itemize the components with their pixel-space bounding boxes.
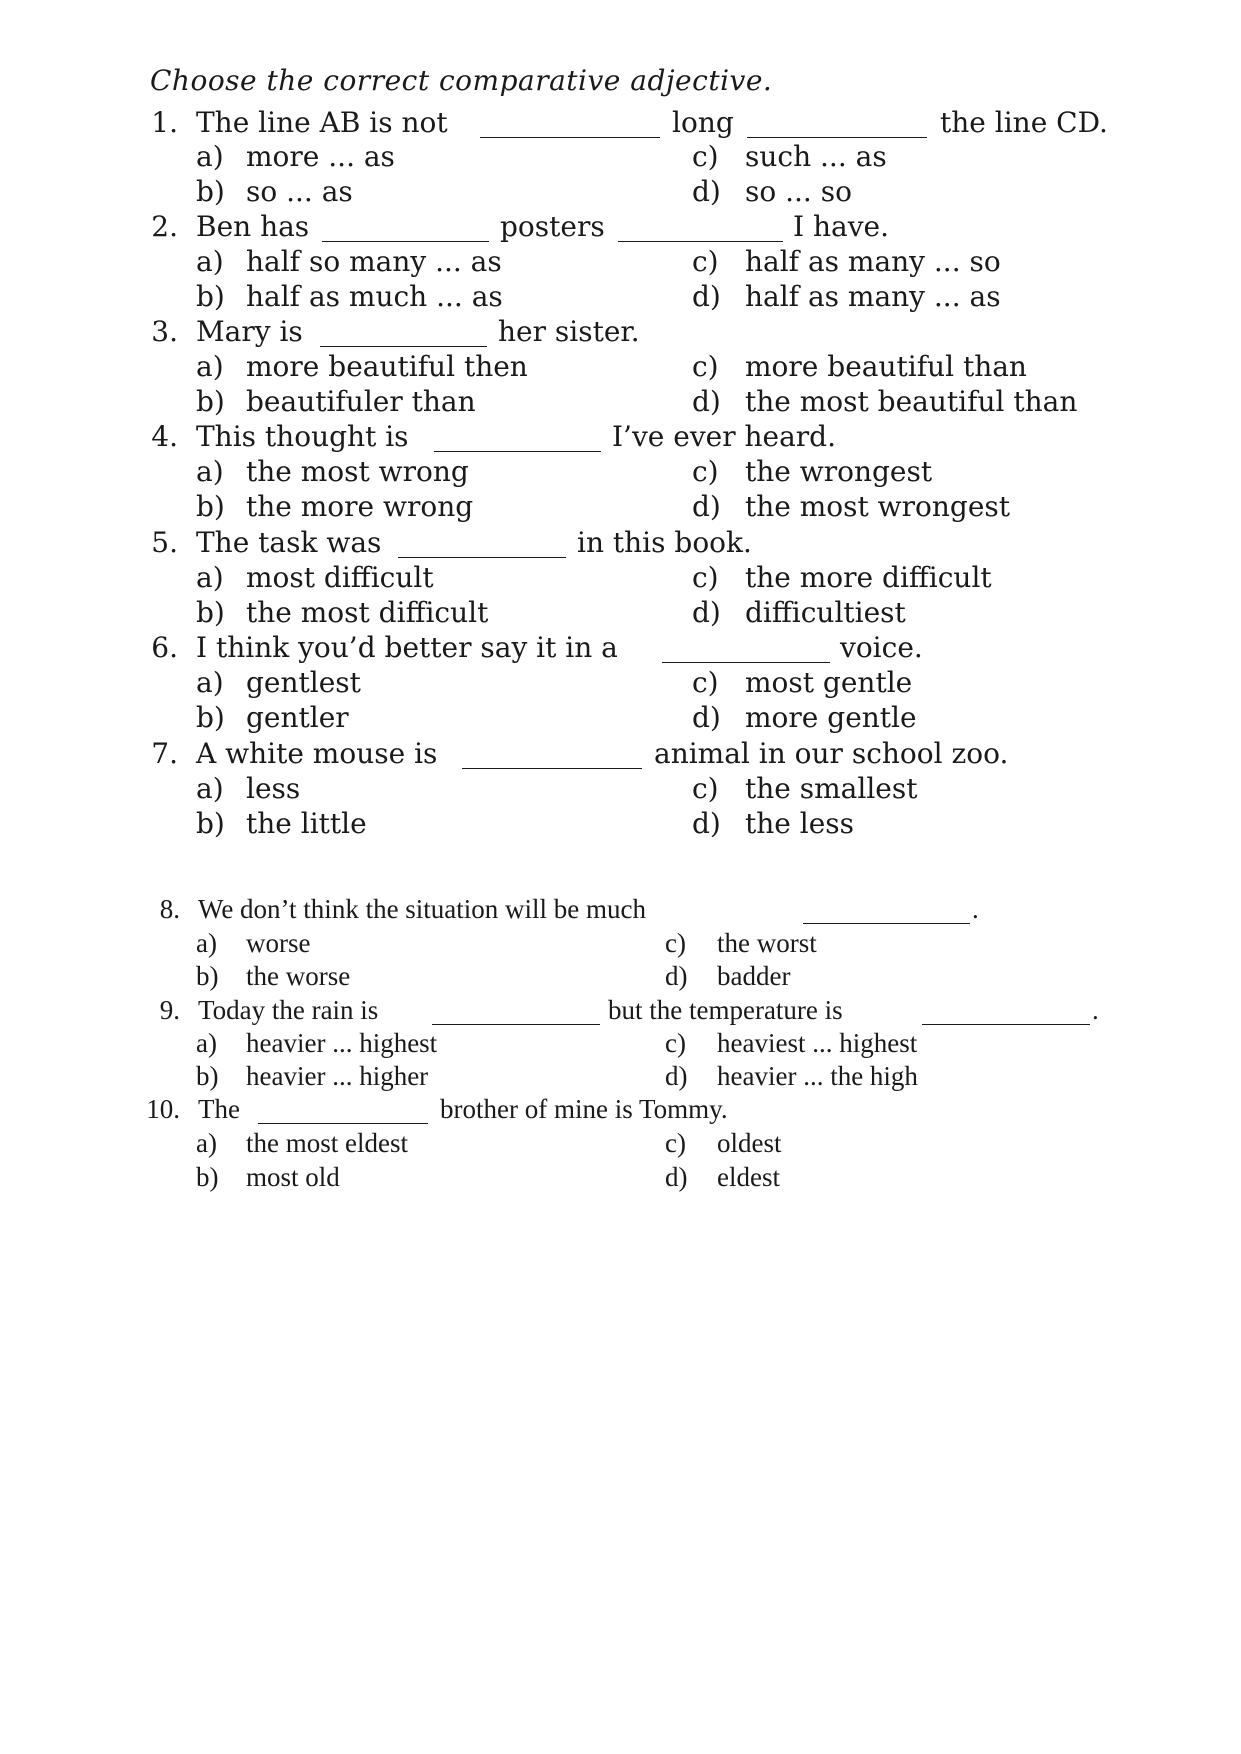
question-text: I’ve ever heard. <box>612 420 836 453</box>
option-letter: c) <box>692 455 719 488</box>
answer-blank[interactable] <box>662 662 830 663</box>
option-letter: d) <box>665 1162 688 1192</box>
options-row <box>0 1126 1241 1160</box>
question-text: posters <box>500 210 605 243</box>
question-7 <box>0 737 1241 771</box>
option-text: the more wrong <box>246 490 474 523</box>
option-letter: b) <box>196 1162 219 1192</box>
option-text: eldest <box>717 1162 780 1192</box>
question-text: I have. <box>793 210 889 243</box>
option-letter: c) <box>692 245 719 278</box>
option-text: the most difficult <box>246 596 489 629</box>
option-letter: d) <box>692 175 721 208</box>
option-letter: a) <box>196 140 224 173</box>
options-row <box>0 455 1241 489</box>
question-3 <box>0 315 1241 349</box>
answer-blank[interactable] <box>747 137 927 138</box>
question-5 <box>0 526 1241 560</box>
question-2 <box>0 210 1241 244</box>
answer-blank[interactable] <box>320 346 487 347</box>
option-text: the more difficult <box>745 561 992 594</box>
question-1 <box>0 106 1241 140</box>
question-text: the line CD. <box>940 106 1108 139</box>
question-text: animal in our school zoo. <box>654 737 1009 770</box>
option-letter: a) <box>196 772 224 805</box>
option-letter: a) <box>196 1028 217 1058</box>
options-row <box>0 772 1241 806</box>
question-4 <box>0 420 1241 454</box>
option-letter: d) <box>692 596 721 629</box>
option-text: heavier ... higher <box>246 1061 429 1091</box>
options-row <box>0 490 1241 524</box>
question-number: 7. <box>151 737 178 770</box>
options-row <box>0 1026 1241 1060</box>
option-text: the little <box>246 807 367 840</box>
answer-blank[interactable] <box>398 557 566 558</box>
answer-blank[interactable] <box>480 137 660 138</box>
question-text: Mary is <box>196 315 303 348</box>
question-text: We don’t think the situation will be much <box>198 894 647 924</box>
question-9 <box>0 993 1241 1027</box>
question-text: Today the rain is <box>198 995 379 1025</box>
question-text: brother of mine is Tommy. <box>440 1094 728 1124</box>
option-text: more beautiful then <box>246 350 528 383</box>
option-letter: c) <box>692 666 719 699</box>
question-text: long <box>672 106 734 139</box>
question-number: 9. <box>159 995 180 1025</box>
option-text: most gentle <box>745 666 913 699</box>
question-text: but the temperature is <box>608 995 843 1025</box>
question-text: The <box>198 1094 240 1124</box>
options-row <box>0 959 1241 993</box>
question-number: 8. <box>159 894 180 924</box>
options-row <box>0 807 1241 841</box>
options-row <box>0 280 1241 314</box>
question-text: . <box>972 894 979 924</box>
question-6 <box>0 631 1241 665</box>
answer-blank[interactable] <box>434 451 601 452</box>
answer-blank[interactable] <box>922 1024 1090 1025</box>
options-row <box>0 926 1241 960</box>
option-letter: a) <box>196 1128 217 1158</box>
question-text: The line AB is not <box>196 106 448 139</box>
option-text: the most beautiful than <box>745 385 1078 418</box>
options-row <box>0 350 1241 384</box>
options-row <box>0 385 1241 419</box>
question-text: Ben has <box>196 210 310 243</box>
option-text: the wrongest <box>745 455 933 488</box>
options-row <box>0 1160 1241 1194</box>
option-text: more ... as <box>246 140 395 173</box>
option-text: the worst <box>717 928 817 958</box>
option-text: more beautiful than <box>745 350 1027 383</box>
option-text: the most eldest <box>246 1128 408 1158</box>
question-text: This thought is <box>196 420 409 453</box>
answer-blank[interactable] <box>462 768 642 769</box>
option-letter: a) <box>196 666 224 699</box>
option-text: most difficult <box>246 561 434 594</box>
option-letter: b) <box>196 490 225 523</box>
question-number: 4. <box>151 420 178 453</box>
option-letter: a) <box>196 561 224 594</box>
option-letter: c) <box>665 1128 686 1158</box>
options-row <box>0 245 1241 279</box>
option-letter: d) <box>665 1061 688 1091</box>
options-row <box>0 140 1241 174</box>
option-letter: b) <box>196 596 225 629</box>
option-text: half as many ... as <box>745 280 1001 313</box>
option-letter: d) <box>692 490 721 523</box>
question-text: A white mouse is <box>196 737 438 770</box>
option-text: such ... as <box>745 140 887 173</box>
option-letter: c) <box>692 140 719 173</box>
option-letter: d) <box>692 280 721 313</box>
option-text: less <box>246 772 301 805</box>
options-row <box>0 596 1241 630</box>
option-text: badder <box>717 961 791 991</box>
question-text: in this book. <box>577 526 752 559</box>
option-text: the most wrong <box>246 455 469 488</box>
option-letter: b) <box>196 961 219 991</box>
option-letter: c) <box>665 928 686 958</box>
option-letter: d) <box>665 961 688 991</box>
question-8 <box>0 892 1241 926</box>
option-text: the less <box>745 807 855 840</box>
question-text: her sister. <box>498 315 640 348</box>
options-row <box>0 666 1241 700</box>
answer-blank[interactable] <box>803 923 970 924</box>
options-row <box>0 561 1241 595</box>
options-row <box>0 701 1241 735</box>
question-10 <box>0 1092 1241 1126</box>
option-text: more gentle <box>745 701 917 734</box>
option-letter: a) <box>196 245 224 278</box>
answer-blank[interactable] <box>618 241 783 242</box>
question-number: 1. <box>151 106 178 139</box>
option-letter: b) <box>196 385 225 418</box>
question-text: I think you’d better say it in a <box>196 631 618 664</box>
option-letter: c) <box>692 772 719 805</box>
option-letter: b) <box>196 1061 219 1091</box>
option-letter: d) <box>692 807 721 840</box>
option-text: the most wrongest <box>745 490 1011 523</box>
option-letter: d) <box>692 701 721 734</box>
option-letter: b) <box>196 175 225 208</box>
option-text: heaviest ... highest <box>717 1028 918 1058</box>
option-text: half as much ... as <box>246 280 503 313</box>
option-letter: a) <box>196 928 217 958</box>
option-letter: c) <box>692 350 719 383</box>
option-text: gentlest <box>246 666 361 699</box>
option-text: oldest <box>717 1128 782 1158</box>
question-text: voice. <box>840 631 923 664</box>
options-row <box>0 175 1241 209</box>
option-text: gentler <box>246 701 349 734</box>
option-letter: b) <box>196 807 225 840</box>
question-text: . <box>1092 995 1099 1025</box>
answer-blank[interactable] <box>432 1024 600 1025</box>
question-number: 6. <box>151 631 178 664</box>
option-text: heavier ... the high <box>717 1061 918 1091</box>
option-text: beautifuler than <box>246 385 476 418</box>
option-text: so ... as <box>246 175 353 208</box>
option-text: the smallest <box>745 772 918 805</box>
option-letter: c) <box>692 561 719 594</box>
question-text: The task was <box>196 526 382 559</box>
option-text: the worse <box>246 961 351 991</box>
answer-blank[interactable] <box>258 1123 428 1124</box>
question-number: 2. <box>151 210 178 243</box>
option-text: heavier ... highest <box>246 1028 438 1058</box>
option-letter: a) <box>196 455 224 488</box>
instruction-text: Choose the correct comparative adjective. <box>150 64 773 97</box>
option-letter: a) <box>196 350 224 383</box>
option-text: half so many ... as <box>246 245 502 278</box>
question-number: 10. <box>146 1094 180 1124</box>
option-letter: c) <box>665 1028 686 1058</box>
option-text: worse <box>246 928 311 958</box>
answer-blank[interactable] <box>322 241 489 242</box>
options-row <box>0 1059 1241 1093</box>
option-text: so ... so <box>745 175 852 208</box>
option-letter: d) <box>692 385 721 418</box>
option-text: difficultiest <box>745 596 906 629</box>
question-number: 3. <box>151 315 178 348</box>
question-number: 5. <box>151 526 178 559</box>
option-letter: b) <box>196 701 225 734</box>
option-text: most old <box>246 1162 340 1192</box>
option-letter: b) <box>196 280 225 313</box>
option-text: half as many ... so <box>745 245 1001 278</box>
